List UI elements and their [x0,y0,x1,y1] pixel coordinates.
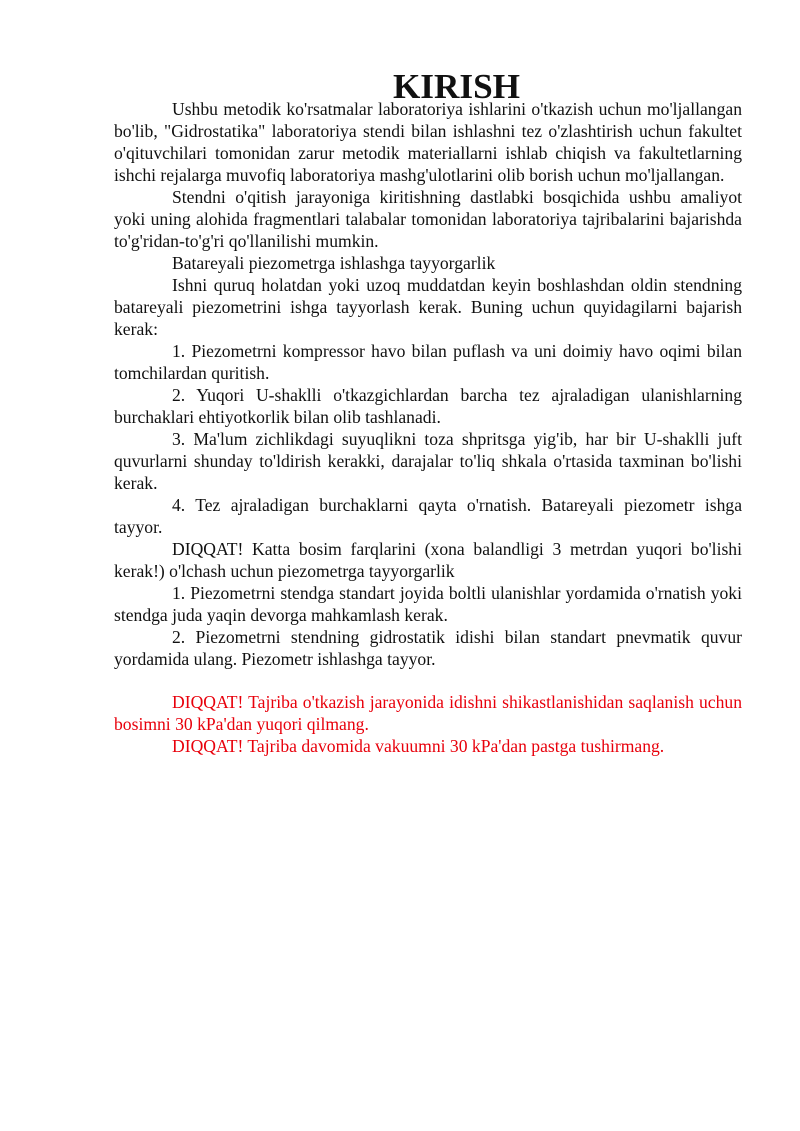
preparation-intro-paragraph: Ishni quruq holatdan yoki uzoq muddatdan keyin boshlashdan oldin stendning batareyali piezometrini ishga tayyorlash kerak. Buning uchun quyidagilarni bajarish kerak: [114,275,742,339]
warning-pressure-limit: DIQQAT! Tajriba o'tkazish jarayonida idishni shikastlanishidan saqlanish uchun bosimni 30 kPa'dan yuqori qilmang. [114,692,742,734]
section-heading-piezometer-preparation: Batareyali piezometrga ishlashga tayyorgarlik [172,253,496,273]
intro-paragraph: Ushbu metodik ko'rsatmalar laboratoriya ishlarini o'tkazish uchun mo'ljallangan bo'lib, "Gidrostatika" laboratoriya stendi bilan ishlashni tez o'zlashtirish uchun fakultet o'qituvchilari tomonidan zarur metodik materiallarni ishlab chiqish va fakultetlarning ishchi rejalarga muvofiq laboratoriya mashg'ulotlarini olib borish uchun mo'ljallangan. [114,99,742,185]
attention-heading-large-pressure: DIQQAT! Katta bosim farqlarini (xona balandligi 3 metrdan yuqori bo'lishi kerak!) o'lchash uchun piezometrga tayyorgarlik [114,539,742,581]
stand-usage-paragraph: Stendni o'qitish jarayoniga kiritishning dastlabki bosqichida ushbu amaliyot yoki uning alohida fragmentlari talabalar tomonidan laboratoriya tajribalarini bajarishda to'g'ridan-to'g'ri qo'llanilishi mumkin. [114,187,742,251]
large-pressure-step-1-paragraph: 1. Piezometrni stendga standart joyida boltli ulanishlar yordamida o'rnatish yoki stendga juda yaqin devorga mahkamlash kerak. [114,583,742,625]
document-title: KIRISH [392,67,521,106]
warning-vacuum-limit: DIQQAT! Tajriba davomida vakuumni 30 kPa'dan pastga tushirmang. [172,736,665,756]
step-1-paragraph: 1. Piezometrni kompressor havo bilan puflash va uni doimiy havo oqimi bilan tomchilardan quritish. [114,341,742,383]
large-pressure-step-2-paragraph: 2. Piezometrni stendning gidrostatik idishi bilan standart pnevmatik quvur yordamida ulang. Piezometr ishlashga tayyor. [114,627,742,669]
step-3-paragraph: 3. Ma'lum zichlikdagi suyuqlikni toza shpritsga yig'ib, har bir U-shaklli juft quvurlarni shunday to'ldirish kerakki, darajalar to'liq shkala o'rtasida taxminan bo'lishi kerak. [114,429,742,493]
step-2-paragraph: 2. Yuqori U-shaklli o'tkazgichlardan barcha tez ajraladigan ulanishlarning burchaklari ehtiyotkorlik bilan olib tashlanadi. [114,385,742,427]
paragraph-spacer [114,670,742,691]
document-page [114,67,742,757]
step-4-paragraph: 4. Tez ajraladigan burchaklarni qayta o'rnatish. Batareyali piezometr ishga tayyor. [114,495,742,537]
